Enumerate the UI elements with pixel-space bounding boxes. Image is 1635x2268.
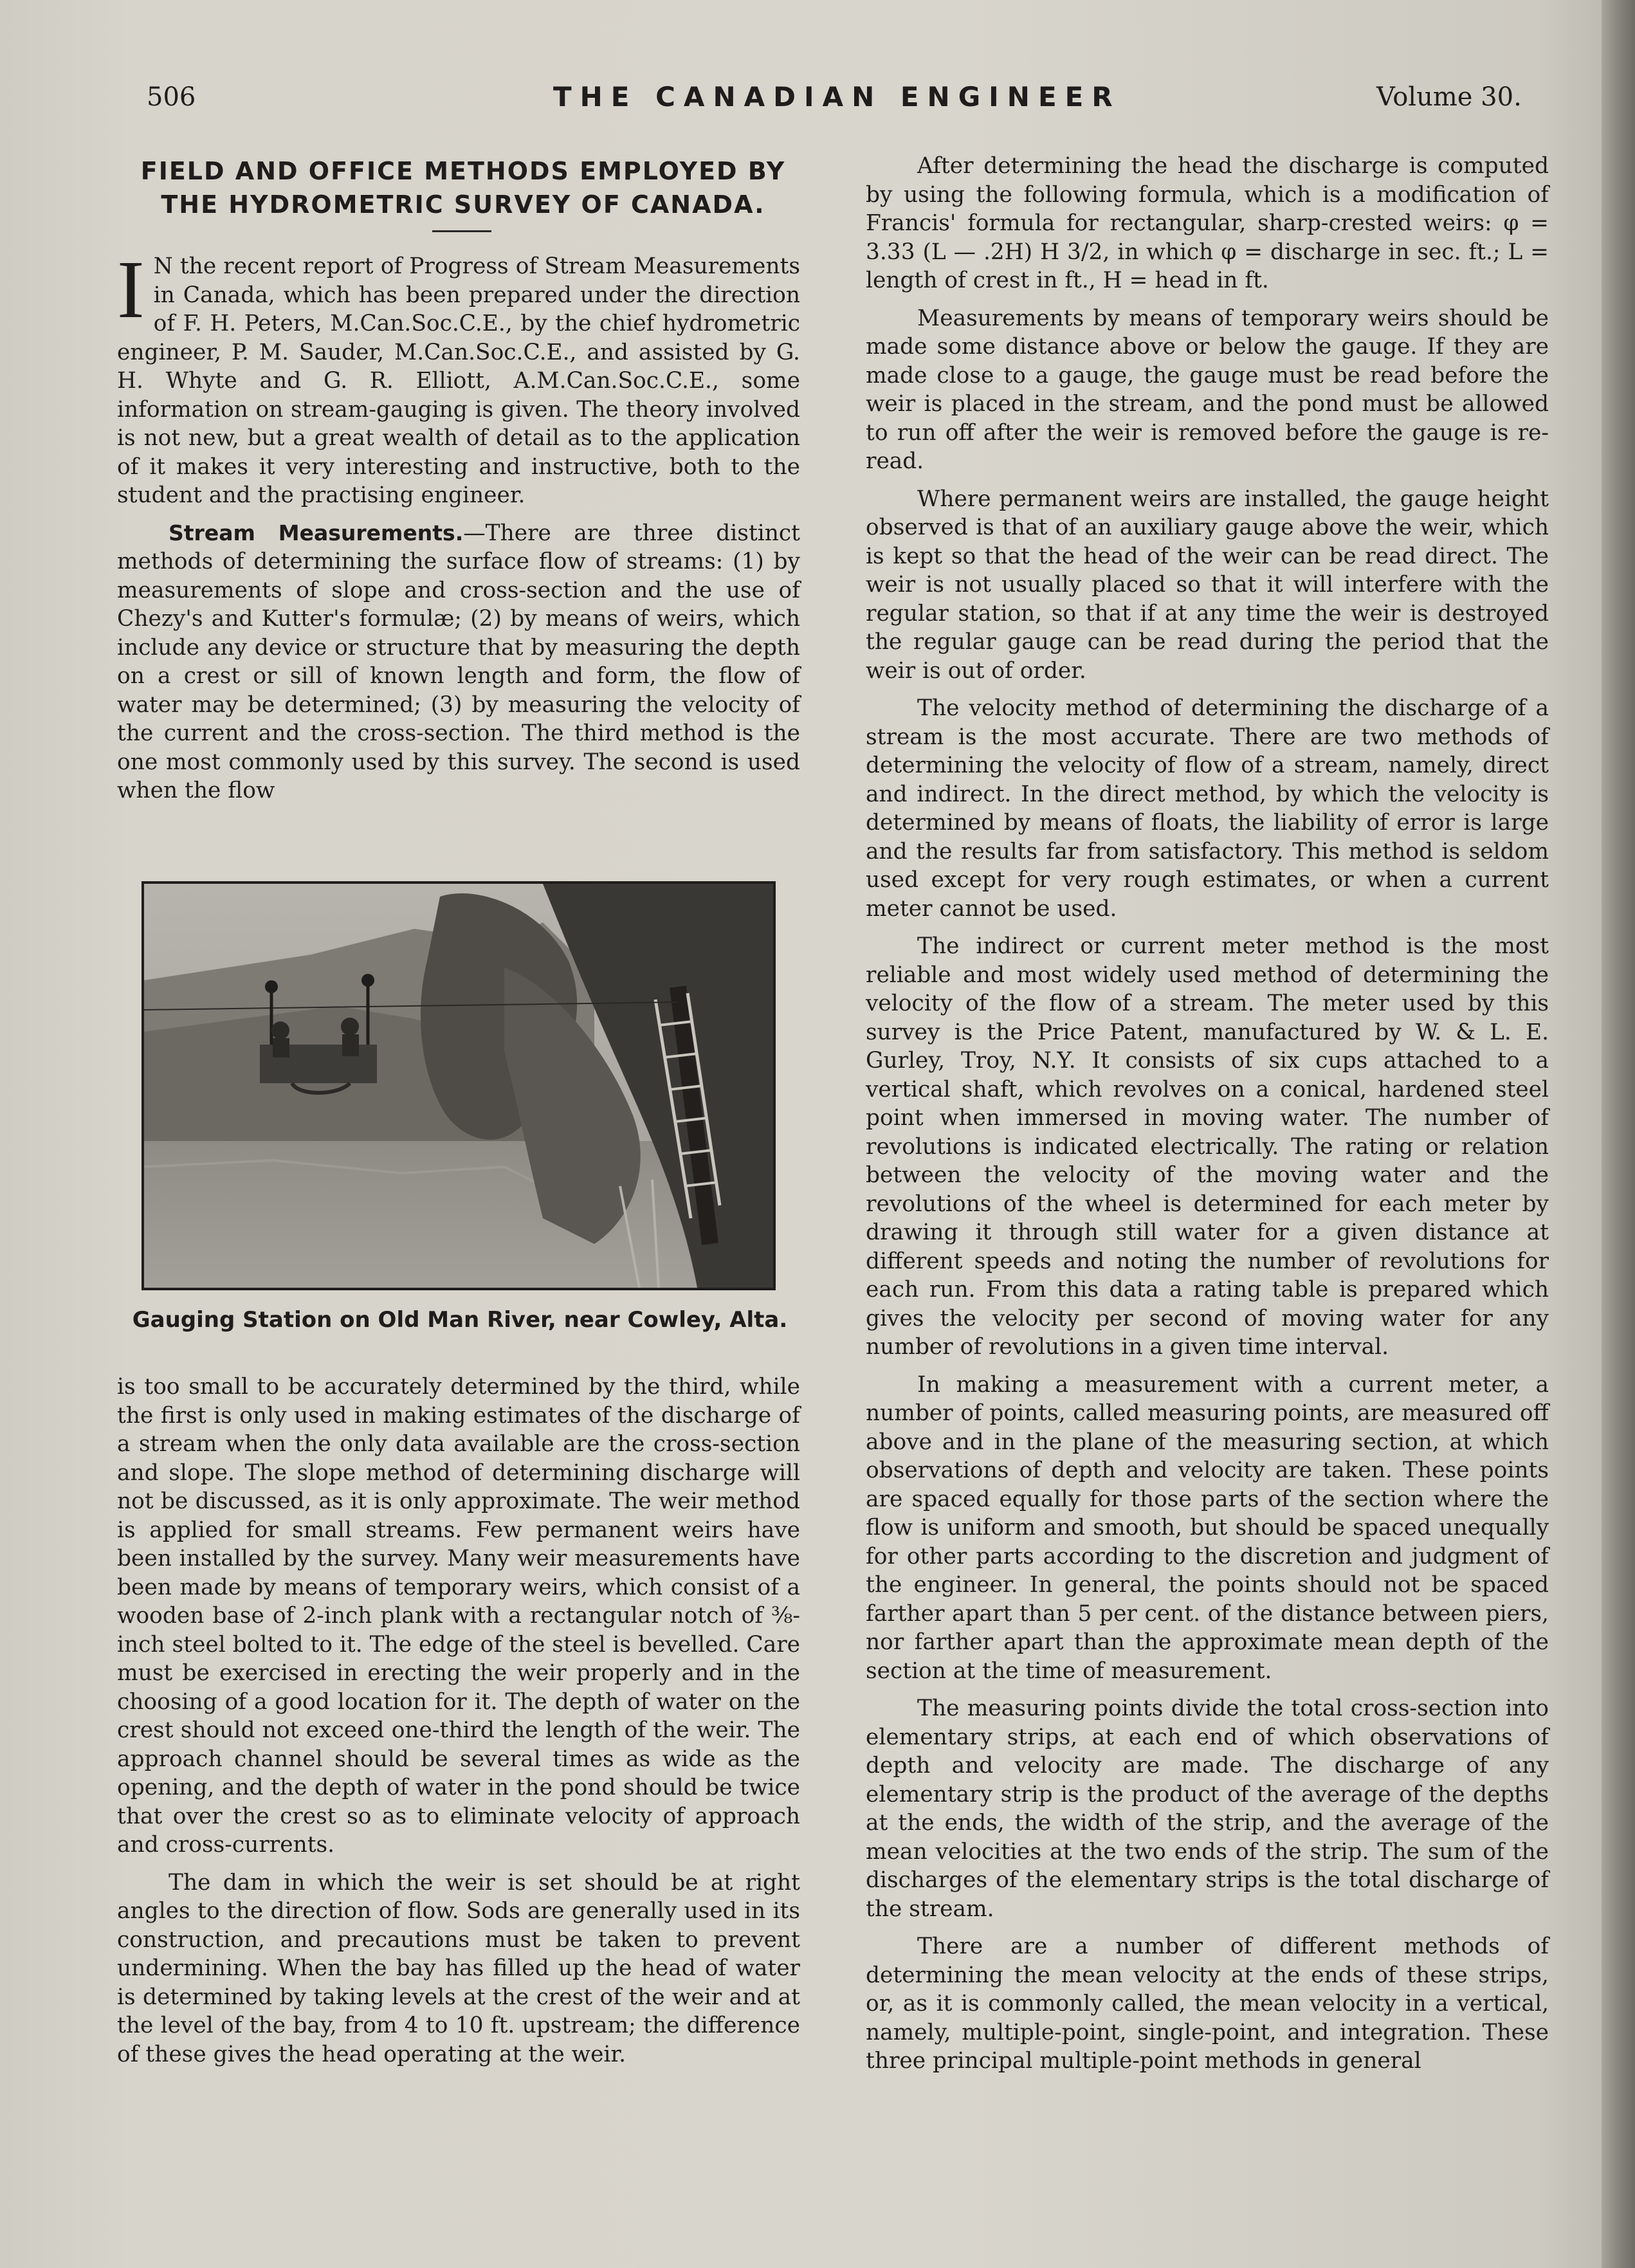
intro-text: N the recent report of Progress of Stream Measurements in Canada, which has been prepared under the direction of F. H. Peters, M.Can.Soc.C.E., by the chief hydrometric engineer, P. M. Sauder, M.Can.Soc.C.E., and assisted by G. H. Whyte and G. R. Elliott, A.M.Can.Soc.C.E., some information on stream-gauging is given. The theory involved is not new, but a great wealth of detail as to the application of it makes it very interesting and instructive, both to the student and the practising engineer. (117, 253, 800, 508)
running-title: THE CANADIAN ENGINEER (553, 81, 1121, 113)
left-lower-paragraph-1: is too small to be accurately determined by the third, while the first is only used in making estimates of the discharge of a stream when the only data available are the cross-section and slope. The slope method of determining discharge will not be discussed, as it is only approximate. The weir method is applied for small streams. Few permanent weirs have been installed by the survey. Many weir measurements have been made by means of temporary weirs, which consist of a wooden base of 2-inch plank with a rectangular notch of ⅜-inch steel bolted to it. The edge of the steel is bevelled. Care must be exercised in erecting the weir properly and in the choosing of a good location for it. The depth of water on the crest should not exceed one-third the length of the weir. The approach channel should be several times as wide as the opening, and the depth of water in the pond should be twice that over the crest so as to eliminate velocity of approach and cross-currents. (117, 1374, 800, 1858)
right-paragraph-8: There are a number of different methods of determining the mean velocity at the ends of these strips, or, as it is commonly called, the mean velocity in a vertical, namely, multiple-point, single-point, and integration. These three principal multiple-point methods in general (866, 1934, 1549, 2074)
left-column-upper (117, 244, 800, 805)
right-paragraph-5: The indirect or current meter method is the most reliable and most widely used method of determining the velocity of the flow of a stream. The meter used by this survey is the Price Patent, manufactured by W. & L. E. Gurley, Troy, N.Y. It consists of six cups attached to a vertical shaft, which revolves on a conical, hardened steel point when immersed in moving water. The number of revolutions is indicated electrically. The rating or relation between the velocity of the moving water and the revolutions of the wheel is determined for each meter by drawing it through still water for a given distance at different speeds and noting the number of revolutions for each run. From this data a rating table is prepared which gives the velocity per second of moving water for any number of revolutions in a given time interval. (866, 933, 1549, 1360)
photo-caption: Gauging Station on Old Man River, near Cowley, Alta. (132, 1307, 788, 1333)
gauging-station-photo (142, 881, 776, 1290)
page-header (0, 77, 1602, 122)
book-spine-edge (1602, 0, 1635, 2268)
left-column-lower (117, 1373, 800, 2069)
article-title (116, 154, 810, 221)
right-paragraph-2: Measurements by means of temporary weirs should be made some distance above or below the gauge. If they are made close to a gauge, the gauge must be read before the weir is placed in the stream, and the pond must be allowed to run off after the weir is removed before the gauge is re-read. (866, 305, 1549, 474)
gauging-station-photo-image (144, 884, 773, 1288)
right-paragraph-4: The velocity method of determining the discharge of a stream is the most accurate. There are two methods of determining the velocity of flow of a stream, namely, direct and indirect. In the direct method, by which the velocity is determined by means of floats, the liability of error is large and the results far from satisfactory. This method is seldom used except for very rough estimates, or when a current meter cannot be used. (866, 695, 1549, 922)
stream-measurements-paragraph (117, 519, 800, 805)
right-paragraph-3: Where permanent weirs are installed, the gauge height observed is that of an auxiliary gauge above the weir, which is kept so that the head of the weir can be read direct. The weir is not usually placed so that it will interfere with the regular station, so that if at any time the weir is destroyed the regular gauge can be read during the period that the weir is out of order. (866, 486, 1549, 684)
right-paragraph-6: In making a measurement with a current meter, a number of points, called measuring points, are measured off above and in the plane of the measuring section, at which observations of depth and velocity are taken. These points are spaced equally for those parts of the section where the flow is uniform and smooth, but should be spaced unequally for other parts according to the discretion and judgment of the engineer. In general, the points should not be spaced farther apart than 5 per cent. of the distance between piers, nor farther apart than the approximate mean depth of the section at the time of measurement. (866, 1371, 1549, 1684)
intro-paragraph (117, 244, 800, 510)
drop-cap: I (117, 244, 145, 335)
left-lower-paragraph-2: The dam in which the weir is set should be at right angles to the direction of flow. Sods are generally used in its construction, and precautions must be taken to prevent undermining. When the bay has filled up the head of water is determined by taking levels at the crest of the weir and at the level of the bay, from 4 to 10 ft. upstream; the difference of these gives the head operating at the weir. (117, 1869, 800, 2067)
page-number: 506 (147, 82, 196, 112)
article-title-line-1: FIELD AND OFFICE METHODS EMPLOYED BY (140, 157, 786, 185)
right-paragraph-1: After determining the head the discharge is computed by using the following formula, which is a modification of Francis' formula for rectangular, sharp-crested weirs: φ = 3.33 (L — .2H) H 3/2, in which φ = discharge in sec. ft.; L = length of crest in ft., H = head in ft. (866, 153, 1549, 293)
right-paragraph-7: The measuring points divide the total cross-section into elementary strips, at each end of which observations of depth and velocity are made. The discharge of any elementary strip is the product of the average of the depths at the ends, the width of the strip, and the average of the mean velocities at the two ends of the strip. The sum of the discharges of the elementary strips is the total discharge of the stream. (866, 1696, 1549, 1922)
title-rule (432, 230, 491, 232)
right-column (866, 152, 1549, 2076)
article-title-line-2: THE HYDROMETRIC SURVEY OF CANADA. (161, 190, 765, 219)
volume-label: Volume 30. (1376, 82, 1522, 112)
stream-measurements-heading: Stream Measurements. (169, 520, 464, 545)
stream-measurements-text: —There are three distinct methods of determining the surface flow of streams: (1) by measurements of slope and cross-section and the use of Chezy's and Kutter's formulæ; (2) by means of weirs, which include any device or structure that by measuring the depth on a crest or sill of known length and form, the flow of water may be determined; (3) by measuring the velocity of the current and the cross-section. The third method is the one most commonly used by this survey. The second is used when the flow (117, 520, 800, 803)
